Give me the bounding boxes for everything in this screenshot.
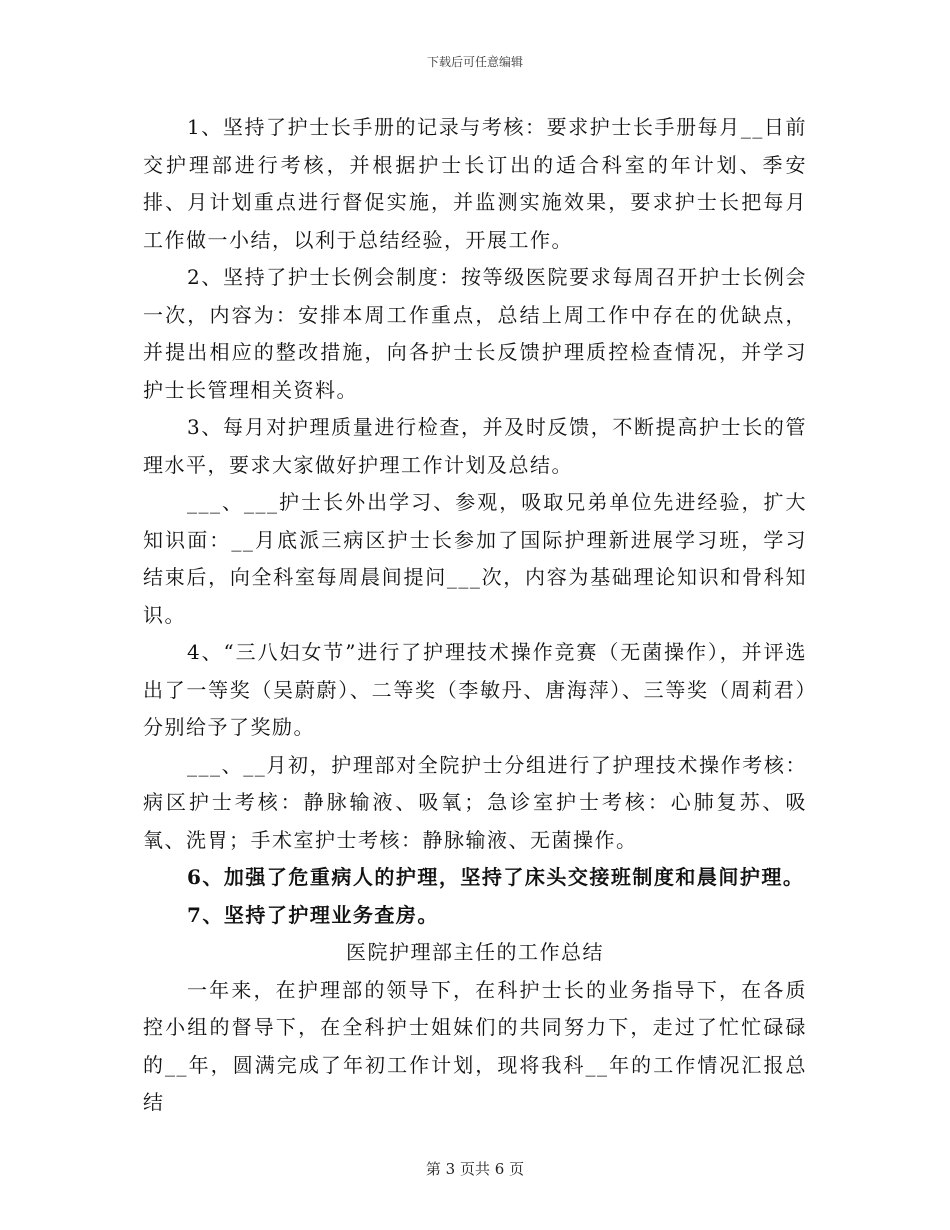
bold-item-6: 6、加强了危重病人的护理，坚持了床头交接班制度和晨间护理。: [187, 865, 805, 889]
paragraph-item-3: 3、每月对护理质量进行检查，并及时反馈，不断提高护士长的管理水平，要求大家做好护理工作计划及总结。: [143, 415, 807, 477]
page-footer: 第 3 页共 6 页: [425, 1160, 525, 1178]
paragraph-skills-assessment: ___、__月初，护理部对全院护士分组进行了护理技术操作考核：病区护士考核：静脉输液、吸氧；急诊室护士考核：心肺复苏、吸氧、洗胃；手术室护士考核：静脉输液、无菌操作。: [143, 752, 807, 852]
document-body: [143, 109, 807, 1122]
page-header: 下载后可任意编辑: [426, 55, 523, 69]
paragraph-item-1: 1、坚持了护士长手册的记录与考核：要求护士长手册每月__日前交护理部进行考核，并根据护士长订出的适合科室的年计划、季安排、月计划重点进行督促实施，并监测实施效果，要求护士长把每月工作做一小结，以利于总结经验，开展工作。: [143, 115, 807, 252]
paragraph-item-4: 4、“三八妇女节”进行了护理技术操作竞赛（无菌操作），并评选出了一等奖（吴蔚蔚）、二等奖（李敏丹、唐海萍）、三等奖（周莉君）分别给予了奖励。: [143, 640, 807, 739]
bold-item-7: 7、坚持了护理业务查房。: [187, 902, 439, 927]
paragraph-item-2: 2、坚持了护士长例会制度：按等级医院要求每周召开护士长例会一次，内容为：安排本周工作重点，总结上周工作中存在的优缺点，并提出相应的整改措施，向各护士长反馈护理质控检查情况，并学习护士长管理相关资料。: [143, 265, 807, 402]
paragraph-study-visits: ___、___护士长外出学习、参观，吸取兄弟单位先进经验，扩大知识面：__月底派三病区护士长参加了国际护理新进展学习班，学习结束后，向全科室每周晨间提问___次，内容为基础理论知识和骨科知识。: [143, 490, 807, 627]
summary-paragraph: 一年来，在护理部的领导下，在科护士长的业务指导下，在各质控小组的督导下，在全科护士姐妹们的共同努力下，走过了忙忙碌碌的__年，圆满完成了年初工作计划，现将我科__年的工作情况汇报总结: [143, 977, 807, 1114]
section-title: 医院护理部主任的工作总结: [346, 940, 604, 964]
